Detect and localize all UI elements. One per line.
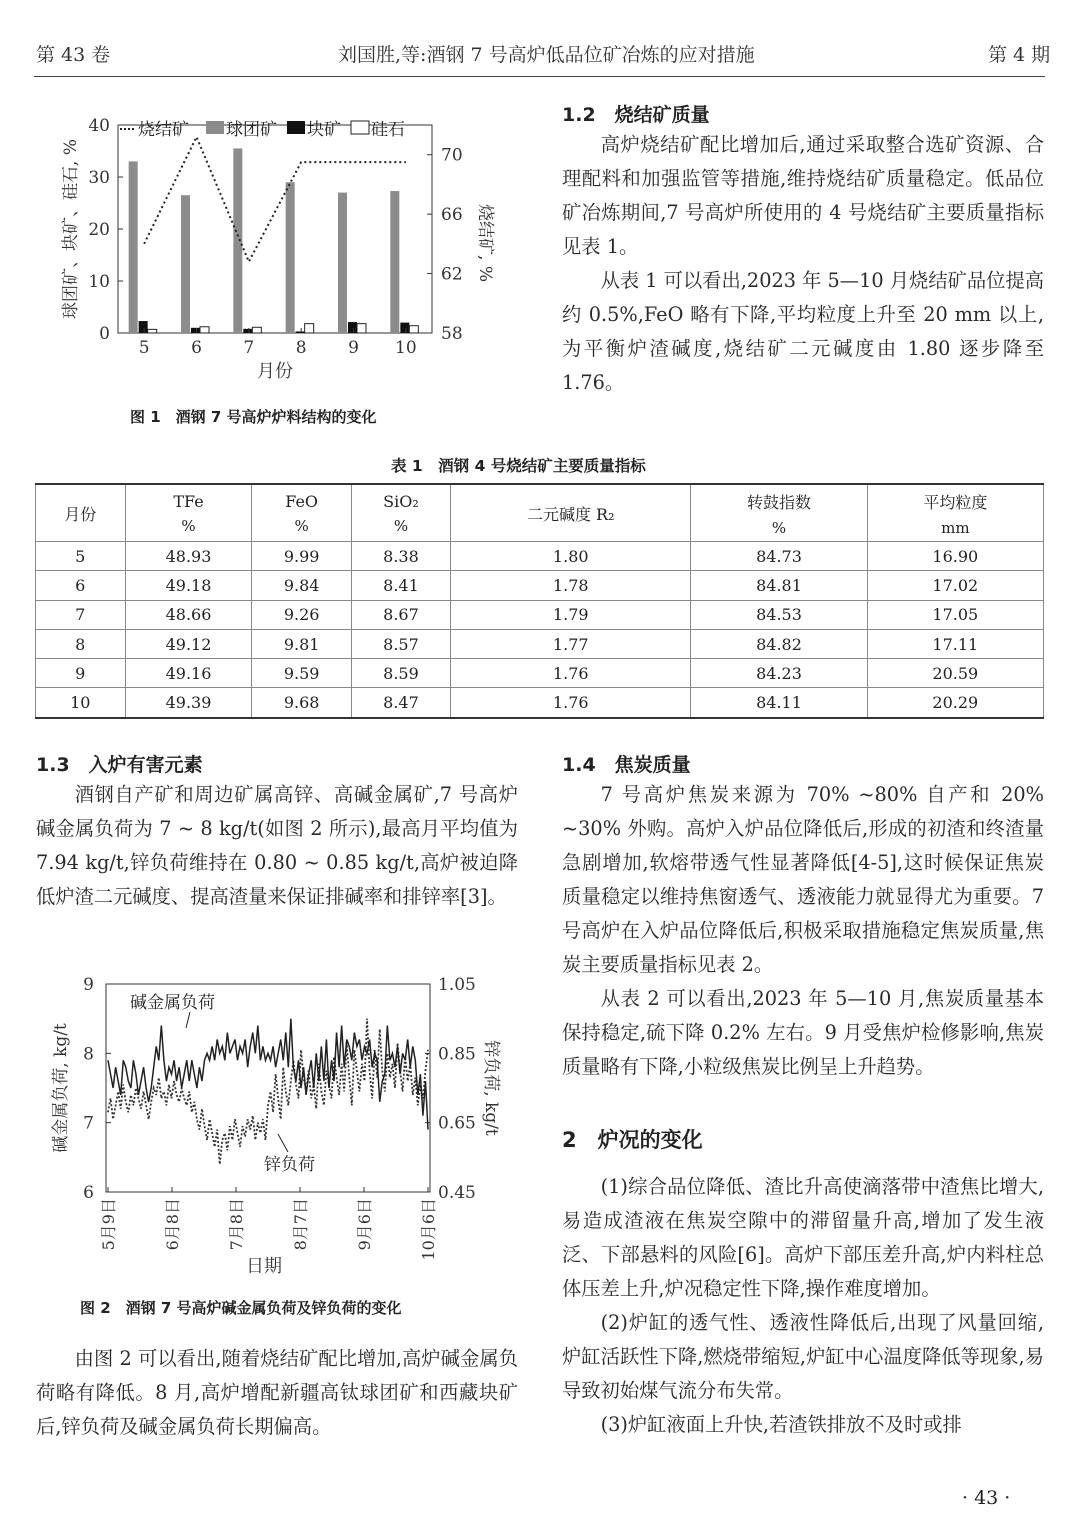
issue-label: 第 4 期	[988, 44, 1051, 66]
bar-球团矿	[390, 191, 399, 333]
header-unit: %	[181, 516, 196, 535]
paragraph: 由图 2 可以看出,随着烧结矿配比增加,高炉碱金属负荷略有降低。8 月,高炉增配新疆高钛球团矿和西藏块矿后,锌负荷及碱金属负荷长期偏高。	[36, 1347, 518, 1438]
y2-tick-label: 58	[441, 324, 463, 344]
figure-2-caption: 图 2 酒钢 7 号高炉碱金属负荷及锌负荷的变化	[80, 1299, 402, 1317]
table-cell: 16.90	[867, 542, 1043, 571]
x-tick-label: 10	[395, 338, 417, 358]
table-cell: 1.77	[451, 629, 691, 658]
table-cell: 8.67	[351, 600, 450, 629]
header-name: 平均粒度	[923, 492, 988, 512]
bar-球团矿	[338, 193, 347, 333]
legend-swatch	[351, 121, 369, 134]
y-tick-label: 30	[88, 168, 110, 188]
table-cell: 1.78	[451, 571, 691, 600]
bar-块矿	[139, 321, 148, 333]
table-header-cell	[125, 484, 252, 542]
y2-tick-label: 62	[441, 264, 463, 285]
table-cell: 9	[36, 659, 126, 688]
bar-硅石	[252, 327, 261, 333]
x-tick-label: 7	[243, 338, 255, 358]
table-row	[36, 629, 1044, 658]
x-tick-label: 9	[348, 338, 359, 358]
header-unit: %	[393, 516, 409, 535]
table-cell: 9.59	[252, 659, 351, 688]
table-cell: 84.11	[691, 688, 867, 718]
y2-tick-label: 1.05	[438, 975, 476, 995]
bar-硅石	[200, 327, 209, 333]
table-cell: 84.53	[691, 600, 867, 629]
bar-块矿	[191, 328, 200, 333]
y-tick-label: 7	[83, 1113, 94, 1134]
legend-label: 球团矿	[226, 120, 277, 140]
x-tick-label: 10月6日	[419, 1198, 438, 1261]
bar-球团矿	[233, 148, 242, 333]
x-tick-label: 5月9日	[99, 1198, 118, 1251]
table-cell: 48.93	[125, 542, 252, 571]
header-unit: mm	[941, 518, 970, 537]
figure-1-caption: 图 1 酒钢 7 号高炉炉料结构的变化	[130, 408, 377, 426]
bar-块矿	[348, 322, 357, 333]
header-name: 二元碱度 R₂	[526, 504, 615, 524]
annotation-leader	[186, 1012, 190, 1028]
header-unit: %	[771, 518, 787, 537]
section-1-3-title: 1.3 入炉有害元素	[36, 754, 203, 776]
legend-label: 烧结矿	[138, 120, 189, 140]
legend-label: 块矿	[307, 120, 341, 140]
running-title: 刘国胜,等:酒钢 7 号高炉低品位矿冶炼的应对措施	[338, 44, 755, 66]
bar-球团矿	[181, 195, 190, 333]
figure-2-chart	[40, 970, 520, 1280]
table-header-cell	[252, 484, 351, 542]
table-cell: 84.81	[691, 571, 867, 600]
legend-swatch	[206, 121, 224, 134]
x-axis-label: 日期	[246, 1256, 282, 1277]
table-cell: 7	[36, 600, 126, 629]
table-1-caption: 表 1 酒钢 4 号烧结矿主要质量指标	[391, 457, 646, 475]
table-cell: 17.11	[867, 629, 1043, 658]
table-cell: 8.59	[351, 659, 450, 688]
header-name: 月份	[64, 504, 97, 524]
table-cell: 48.66	[125, 600, 252, 629]
bar-硅石	[409, 326, 418, 333]
bar-块矿	[400, 323, 409, 333]
y2-tick-label: 0.45	[438, 1183, 476, 1203]
table-cell: 49.16	[125, 659, 252, 688]
x-tick-label: 8	[295, 338, 307, 358]
paragraph: (2)炉缸的透气性、透液性降低后,出现了风量回缩,炉缸活跃性下降,燃烧带缩短,炉缸中心温度降低等现象,易导致初始煤气流分布失常。	[562, 1311, 1044, 1402]
x-tick-label: 6	[191, 338, 202, 358]
table-cell: 10	[36, 688, 126, 718]
x-axis-label: 月份	[257, 361, 293, 382]
table-cell: 8	[36, 629, 126, 658]
table-header-cell	[691, 484, 867, 542]
section-2-body	[562, 1170, 1044, 1442]
bar-块矿	[296, 331, 305, 333]
y-tick-label: 10	[88, 272, 110, 292]
table-cell: 84.23	[691, 659, 867, 688]
y2-axis-label: 烧结矿, %	[475, 204, 495, 282]
table-header-cell	[36, 484, 126, 542]
table-cell: 6	[36, 571, 126, 600]
legend-label: 硅石	[371, 120, 405, 140]
table-cell: 9.84	[252, 571, 351, 600]
table-cell: 9.81	[252, 629, 351, 658]
table-cell: 1.76	[451, 688, 691, 718]
table-cell: 1.76	[451, 659, 691, 688]
paragraph: 7 号高炉焦炭来源为 70% ~80% 自产和 20% ~30% 外购。高炉入炉品位降低后,形成的初渣和终渣量急剧增加,软熔带透气性显著降低[4-5],这时候保证焦炭质量稳定以维持焦窗透气、透液能力就显得尤为重要。7 号高炉在入炉品位降低后,积极采取措施稳定焦炭质量,焦炭主要质量指标见表 2。	[562, 783, 1044, 976]
y2-tick-label: 0.85	[438, 1044, 476, 1065]
x-tick-label: 8月7日	[291, 1198, 310, 1251]
table-row	[36, 659, 1044, 688]
table-row	[36, 571, 1044, 600]
table-cell: 49.39	[125, 688, 252, 718]
header-name: 转鼓指数	[746, 492, 811, 512]
table-cell: 8.57	[351, 629, 450, 658]
plot-frame	[118, 125, 432, 333]
table-cell: 17.05	[867, 600, 1043, 629]
bar-硅石	[305, 324, 314, 333]
bar-硅石	[148, 329, 157, 333]
section-1-4-body	[562, 778, 1044, 1084]
header-rule	[34, 76, 1045, 77]
paragraph: 酒钢自产矿和周边矿属高锌、高碱金属矿,7 号高炉碱金属负荷为 7 ~ 8 kg/t(如图 2 所示),最高月平均值为 7.94 kg/t,锌负荷维持在 0.80 ~ 0.85 kg/t,高炉被迫降低炉渣二元碱度、提高渣量来保证排碱率和排锌率[3]。	[36, 783, 518, 908]
section-1-2-body	[562, 128, 1044, 400]
header-unit: %	[294, 516, 309, 535]
table-row	[36, 688, 1044, 718]
table-cell: 5	[36, 542, 126, 571]
bar-球团矿	[286, 182, 295, 333]
annotation-leader	[278, 1134, 288, 1152]
table-header-cell	[451, 484, 691, 542]
annotation-alkali: 碱金属负荷	[130, 993, 215, 1013]
table-cell: 84.82	[691, 629, 867, 658]
y2-axis-label: 锌负荷, kg/t	[481, 1040, 501, 1136]
y2-tick-label: 70	[441, 145, 463, 166]
page-number: · 43 ·	[962, 1487, 1011, 1509]
legend-swatch	[287, 121, 305, 134]
y-tick-label: 0	[99, 324, 110, 344]
table-cell: 1.80	[451, 542, 691, 571]
annotation-zinc: 锌负荷	[264, 1155, 315, 1175]
table-cell: 1.79	[451, 600, 691, 629]
table-cell: 8.41	[351, 571, 450, 600]
section-1-4-title: 1.4 焦炭质量	[562, 754, 691, 776]
bar-块矿	[243, 329, 252, 333]
x-tick-label: 5	[138, 338, 150, 358]
header-name: SiO₂	[383, 491, 419, 511]
y-tick-label: 20	[88, 220, 110, 240]
table-cell: 20.29	[867, 688, 1043, 718]
y2-tick-label: 0.65	[438, 1113, 476, 1134]
table-cell: 9.68	[252, 688, 351, 718]
header-name: TFe	[173, 491, 204, 511]
x-tick-label: 9月6日	[355, 1198, 374, 1251]
y-tick-label: 8	[83, 1044, 94, 1065]
table-cell: 49.12	[125, 629, 252, 658]
bar-硅石	[357, 324, 366, 333]
table-1	[35, 483, 1044, 719]
y-tick-label: 40	[88, 116, 110, 136]
line-zinc-load	[108, 1019, 428, 1165]
section-2-title: 2 炉况的变化	[562, 1128, 703, 1152]
header-name: FeO	[285, 491, 319, 511]
paragraph: (1)综合品位降低、渣比升高使滴落带中渣焦比增大,易造成渣液在焦炭空隙中的滞留量升高,增加了发生液泛、下部悬料的风险[6]。高炉下部压差升高,炉内料柱总体压差上升,炉况稳定性下降,操作难度增加。	[562, 1175, 1044, 1300]
table-cell: 17.02	[867, 571, 1043, 600]
table-cell: 49.18	[125, 571, 252, 600]
paragraph: 从表 1 可以看出,2023 年 5—10 月烧结矿品位提高约 0.5%,FeO 略有下降,平均粒度上升至 20 mm 以上,为平衡炉渣碱度,烧结矿二元碱度由 1.80 逐步降至 1.76。	[562, 269, 1045, 394]
table-row	[36, 542, 1044, 571]
paragraph: 高炉烧结矿配比增加后,通过采取整合选矿资源、合理配料和加强监管等措施,维持烧结矿质量稳定。低品位矿冶炼期间,7 号高炉所使用的 4 号烧结矿主要质量指标见表 1。	[562, 133, 1044, 258]
section-1-2-title: 1.2 烧结矿质量	[562, 104, 710, 126]
table-header-cell	[351, 484, 450, 542]
table-cell: 20.59	[867, 659, 1043, 688]
table-cell: 9.99	[252, 542, 351, 571]
figure-2-discussion	[36, 1342, 518, 1444]
table-cell: 9.26	[252, 600, 351, 629]
y-tick-label: 6	[83, 1183, 94, 1203]
table-cell: 84.73	[691, 542, 867, 571]
figure-1-chart	[40, 105, 520, 395]
y-axis-label: 碱金属负荷, kg/t	[51, 1023, 71, 1153]
table-header-cell	[867, 484, 1043, 542]
volume-label: 第 43 卷	[36, 44, 111, 66]
section-1-3-body	[36, 778, 518, 914]
paragraph: (3)炉缸液面上升快,若渣铁排放不及时或排	[600, 1413, 962, 1436]
y-axis-label: 球团矿、块矿、硅石, %	[61, 139, 81, 319]
x-tick-label: 7月8日	[227, 1198, 246, 1251]
y2-tick-label: 66	[441, 205, 463, 226]
bar-球团矿	[129, 161, 138, 333]
table-row	[36, 600, 1044, 629]
paragraph: 从表 2 可以看出,2023 年 5—10 月,焦炭质量基本保持稳定,硫下降 0.2% 左右。9 月受焦炉检修影响,焦炭质量略有下降,小粒级焦炭比例呈上升趋势。	[562, 987, 1044, 1078]
y-tick-label: 9	[83, 975, 94, 995]
x-tick-label: 6月8日	[163, 1198, 182, 1251]
table-cell: 8.47	[351, 688, 450, 718]
table-cell: 8.38	[351, 542, 450, 571]
